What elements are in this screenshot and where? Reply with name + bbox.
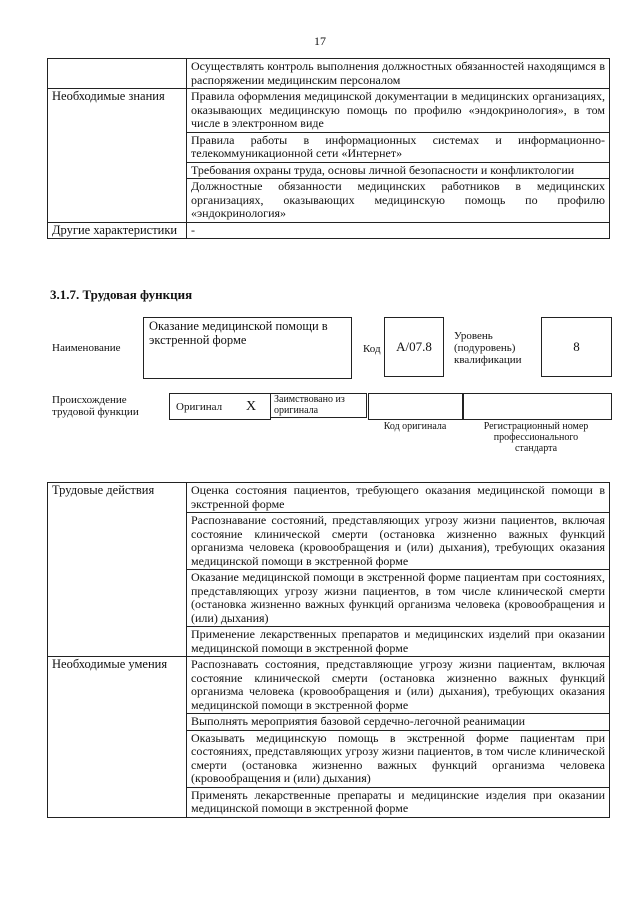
table-cell: Распознавать состояния, представляющие угрозу жизни пациентам, включая состояние клинической смерти (остановка жизненно важных функций организма человека (кровообращения и (или) дыхания), требующих оказания медицинской помощи в экстренной форме	[187, 657, 610, 714]
page-number: 17	[314, 34, 326, 48]
table-row	[48, 89, 610, 133]
table-cell: Применение лекарственных препаратов и медицинских изделий при оказании медицинской помощи в экстренной форме	[187, 627, 610, 657]
table-cell: -	[187, 222, 610, 239]
function-name-box	[143, 317, 352, 379]
table-cell: Правила работы в информационных системах и информационно-телекоммуникационной сети «Интернет»	[187, 132, 610, 162]
code-label: Код	[363, 343, 381, 355]
borrowed-label: Заимствовано из оригинала	[274, 394, 345, 416]
actions-label: Трудовые действия	[48, 483, 187, 657]
reg-number-caption: Регистрационный номер профессионального стандарта	[483, 421, 589, 454]
origin-label: Происхождение трудовой функции	[52, 394, 139, 418]
original-box	[169, 393, 271, 420]
code-value: A/07.8	[384, 317, 444, 377]
table-cell: Правила оформления медицинской документации в медицинских организациях, оказывающих медицинскую помощь по профилю «эндокринология», в том числе в электронном виде	[187, 89, 610, 133]
table-cell: Оказывать медицинскую помощь в экстренной форме пациентам при состояниях, представляющих угрозу жизни пациентов, в том числе клинической смерти (остановка жизненно важных функций организма человека (кровообращения и (или) дыхания)	[187, 730, 610, 787]
table-row	[48, 222, 610, 239]
empty-label-cell	[48, 59, 187, 89]
table-cell: Применять лекарственные препараты и медицинские изделия при оказании медицинской помощи в экстренной форме	[187, 787, 610, 817]
knowledge-label: Необходимые знания	[48, 89, 187, 223]
section-title: 3.1.7. Трудовая функция	[50, 287, 193, 302]
other-characteristics-label: Другие характеристики	[48, 222, 187, 239]
table-cell: Осуществлять контроль выполнения должностных обязанностей находящимся в распоряжении медицинским персоналом	[187, 59, 610, 89]
original-label: Оригинал	[176, 401, 223, 413]
name-label: Наименование	[52, 342, 121, 354]
code-original-box	[368, 393, 464, 420]
table-cell: Оценка состояния пациентов, требующего оказания медицинской помощи в экстренной форме	[187, 483, 610, 513]
table-cell: Требования охраны труда, основы личной безопасности и конфликтологии	[187, 162, 610, 179]
level-label: Уровень (подуровень) квалификации	[454, 330, 522, 366]
function-name: Оказание медицинской помощи в экстренной форме	[149, 319, 328, 347]
table-row	[48, 59, 610, 89]
table-cell: Должностные обязанности медицинских работников в медицинских организациях, оказывающих медицинскую помощь по профилю «эндокринология»	[187, 179, 610, 223]
table-cell: Распознавание состояний, представляющих угрозу жизни пациентов, включая состояние клинической смерти (остановка жизненно важных функций организма человека (кровообращения и (или) дыхания), требующих оказания медицинской помощи в экстренной форме	[187, 513, 610, 570]
table-row	[48, 657, 610, 714]
labor-actions-table	[47, 482, 610, 818]
original-mark: X	[246, 399, 257, 414]
reg-number-box	[462, 393, 612, 420]
level-value: 8	[541, 317, 612, 377]
table-cell: Выполнять мероприятия базовой сердечно-легочной реанимации	[187, 714, 610, 731]
code-original-caption: Код оригинала	[383, 421, 447, 432]
table-cell: Оказание медицинской помощи в экстренной форме пациентам при состояниях, представляющих угрозу жизни пациентов, в том числе клинической смерти (остановка жизненно важных функций организма человека (кровообращения и (или) дыхания)	[187, 570, 610, 627]
table-row	[48, 483, 610, 513]
borrowed-box	[270, 393, 367, 418]
skills-label: Необходимые умения	[48, 657, 187, 818]
requirements-table	[47, 58, 610, 239]
